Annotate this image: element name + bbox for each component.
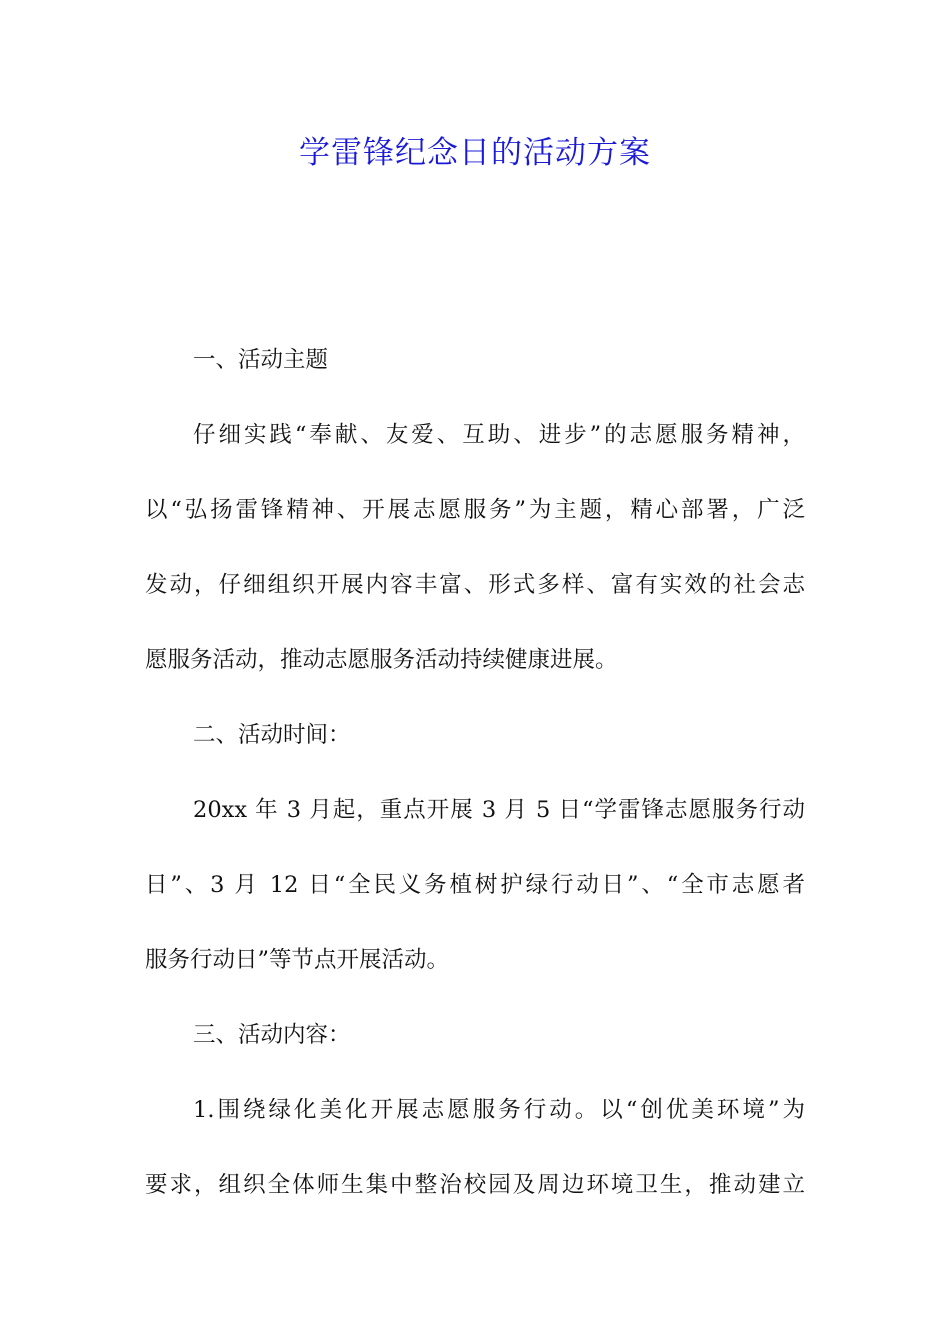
paragraph-line: 愿服务活动，推动志愿服务活动持续健康进展。 <box>145 647 618 673</box>
section-heading-theme: 一、活动主题 <box>193 347 329 373</box>
paragraph-line: 仔细实践“奉献、友爱、互助、进步”的志愿服务精神， <box>193 422 805 448</box>
paragraph-line: 1.围绕绿化美化开展志愿服务行动。以“创优美环境”为 <box>193 1097 805 1123</box>
section-heading-time: 二、活动时间： <box>193 722 351 748</box>
paragraph-line: 要求，组织全体师生集中整治校园及周边环境卫生，推动建立 <box>145 1172 805 1198</box>
document-title: 学雷锋纪念日的活动方案 <box>299 135 651 171</box>
paragraph-line: 日”、3 月 12 日“全民义务植树护绿行动日”、“全市志愿者 <box>145 872 805 898</box>
paragraph-line: 20xx 年 3 月起，重点开展 3 月 5 日“学雷锋志愿服务行动 <box>193 797 805 823</box>
paragraph-line: 服务行动日”等节点开展活动。 <box>145 947 450 973</box>
paragraph-line: 发动，仔细组织开展内容丰富、形式多样、富有实效的社会志 <box>145 572 805 598</box>
paragraph-line: 以“弘扬雷锋精神、开展志愿服务”为主题，精心部署，广泛 <box>145 497 805 523</box>
section-heading-content: 三、活动内容： <box>193 1022 351 1048</box>
